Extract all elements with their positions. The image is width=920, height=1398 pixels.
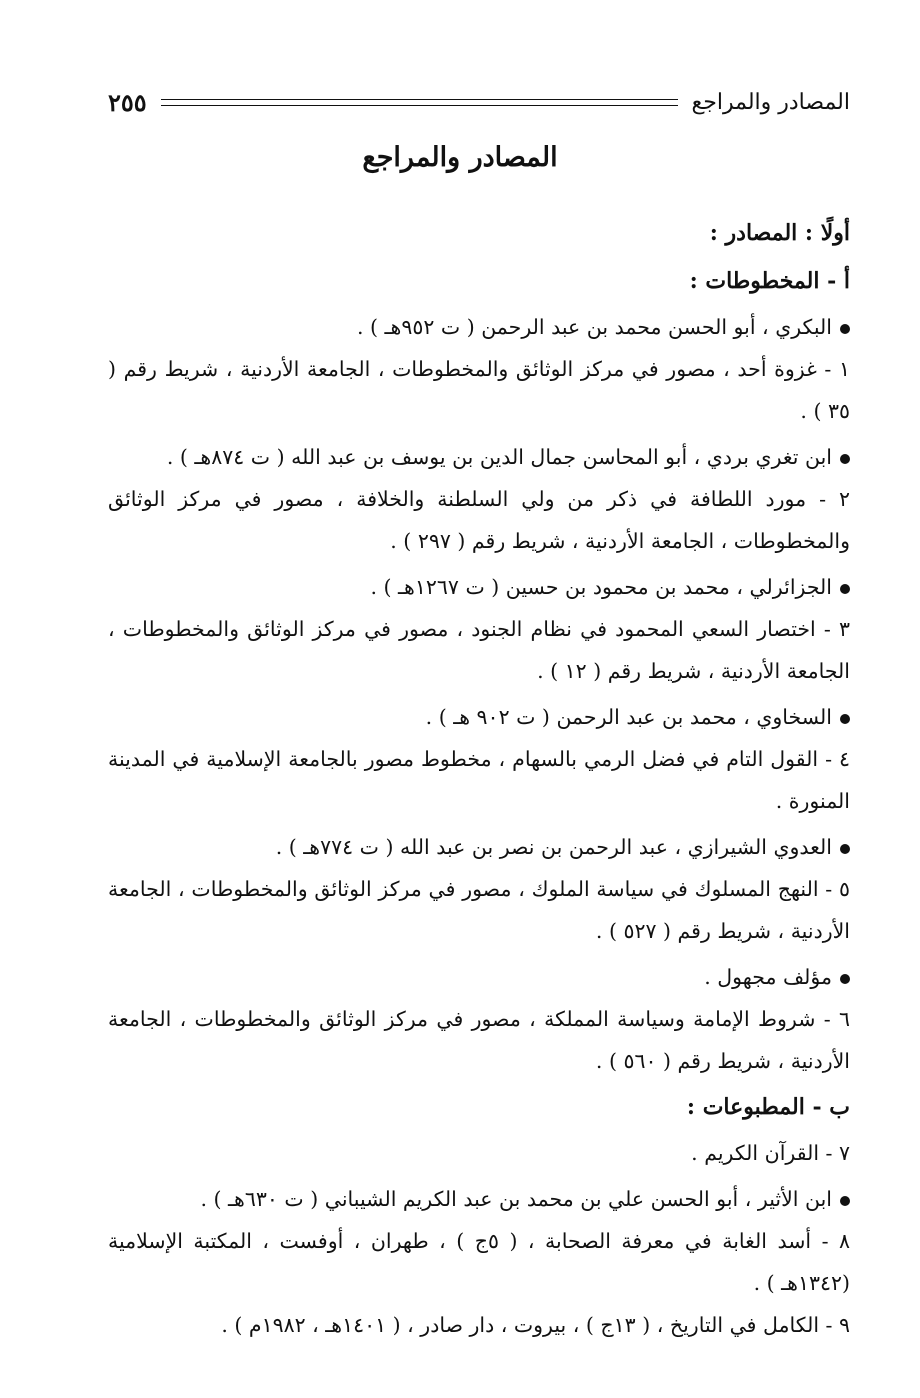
author-line [108,436,850,478]
author-line [108,956,850,998]
author-line [108,1178,850,1220]
bullet-icon [840,584,850,594]
author-line [108,826,850,868]
author-text: العدوي الشيرازي ، عبد الرحمن بن نصر بن عبد الله ( ت ٧٧٤هـ ) . [275,835,832,859]
bibliography-entry [108,566,850,692]
author-line [108,696,850,738]
bibliography-entry [108,826,850,952]
page-number: ٢٥٥ [108,87,147,117]
sub-heading-printed: ب - المطبوعات : [686,1094,850,1120]
bullet-icon [840,1196,850,1206]
bullet-icon [840,454,850,464]
author-text: السخاوي ، محمد بن عبد الرحمن ( ت ٩٠٢ هـ ) . [425,705,832,729]
header-title: المصادر والمراجع [691,89,850,115]
author-line [108,306,850,348]
sub-heading-manuscripts: أ - المخطوطات : [689,268,850,294]
page-title: المصادر والمراجع [362,142,558,173]
author-line [108,566,850,608]
bibliography-content [108,212,850,1350]
work-text: ٤ - القول التام في فضل الرمي بالسهام ، مخطوط مصور بالجامعة الإسلامية في المدينة المنورة . [108,747,850,813]
bibliography-entry [108,436,850,562]
author-text: ابن تغري بردي ، أبو المحاسن جمال الدين بن يوسف بن عبد الله ( ت ٨٧٤هـ ) . [166,445,832,469]
author-text: الجزائرلي ، محمد بن محمود بن حسين ( ت ١٢٦٧هـ ) . [370,575,832,599]
work-text: ١ - غزوة أحد ، مصور في مركز الوثائق والمخطوطات ، الجامعة الأردنية ، شريط رقم ( ٣٥ ) . [108,357,850,423]
bibliography-entry [108,1178,850,1346]
author-text: مؤلف مجهول . [704,965,832,989]
work-text: ٢ - مورد اللطافة في ذكر من ولي السلطنة والخلافة ، مصور في مركز الوثائق والمخطوطات ، الجامعة الأردنية ، شريط رقم ( ٢٩٧ ) . [108,487,850,553]
work-text: ٦ - شروط الإمامة وسياسة المملكة ، مصور في مركز الوثائق والمخطوطات ، الجامعة الأردنية ، شريط رقم ( ٥٦٠ ) . [108,1007,850,1073]
work-text: ٣ - اختصار السعي المحمود في نظام الجنود ، مصور في مركز الوثائق والمخطوطات ، الجامعة الأردنية ، شريط رقم ( ١٢ ) . [108,617,850,683]
header-rule [161,99,678,106]
work-text-quran: ٧ - القرآن الكريم . [691,1141,850,1165]
bibliography-entry [108,696,850,822]
work-text: ٨ - أسد الغابة في معرفة الصحابة ، ( ٥ج ) ، طهران ، أوفست ، المكتبة الإسلامية (١٣٤٢هـ ) . [108,1229,850,1295]
author-text: البكري ، أبو الحسن محمد بن عبد الرحمن ( ت ٩٥٢هـ ) . [356,315,832,339]
bullet-icon [840,844,850,854]
running-header [108,82,850,122]
bibliography-entry [108,956,850,1082]
work-text: ٥ - النهج المسلوك في سياسة الملوك ، مصور في مركز الوثائق والمخطوطات ، الجامعة الأردنية ، شريط رقم ( ٥٢٧ ) . [108,877,850,943]
work-text: ٩ - الكامل في التاريخ ، ( ١٣ج ) ، بيروت ، دار صادر ، ( ١٤٠١هـ ، ١٩٨٢م ) . [221,1313,850,1337]
bibliography-entry [108,306,850,432]
bullet-icon [840,714,850,724]
section-heading-sources: أولًا : المصادر : [709,220,850,246]
bullet-icon [840,324,850,334]
author-text: ابن الأثير ، أبو الحسن علي بن محمد بن عبد الكريم الشيباني ( ت ٦٣٠هـ ) . [200,1187,832,1211]
bullet-icon [840,974,850,984]
